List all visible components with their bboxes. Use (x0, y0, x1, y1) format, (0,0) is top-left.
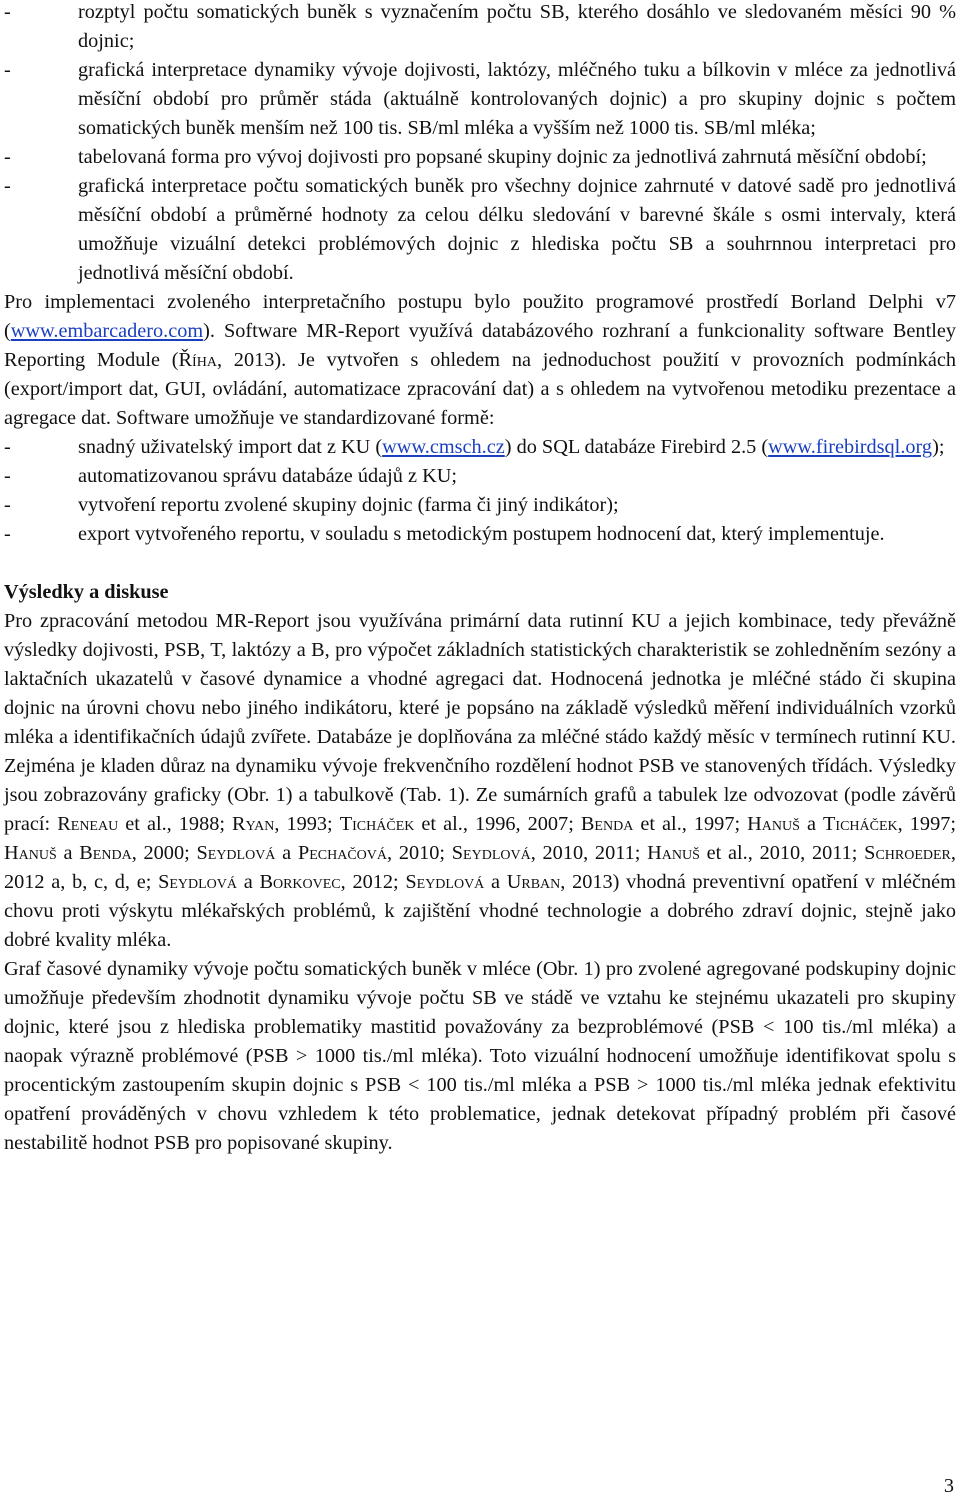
author-name: Ryan (232, 813, 275, 835)
author-name: Urban (506, 871, 561, 893)
text-segment: a (484, 871, 507, 893)
text-segment: et al., 1997; (633, 813, 748, 835)
report-features-list (4, 0, 956, 288)
list-dash: - (4, 175, 11, 197)
list-dash: - (4, 1, 11, 23)
list-item (4, 56, 956, 143)
list-item-text: grafická interpretace počtu somatických buněk pro všechny dojnice zahrnuté v datové sadě pro jednotlivá měsíční období a průměrné hodnoty za celou délku sledování v barevné škále s osmi intervaly, která umožňuje vizuální detekci problémových dojnic z hlediska počtu SB a souhrnnou interpretaci pro jednotlivá měsíční období. (78, 175, 956, 284)
author-name: Hanuš (647, 842, 700, 864)
list-item (4, 491, 956, 520)
author-name: Hanuš (747, 813, 800, 835)
graph-description-paragraph: Graf časové dynamiky vývoje počtu somatických buněk v mléce (Obr. 1) pro zvolené agregované podskupiny dojnic umožňuje především zhodnotit dynamiku vývoje počtu SB ve stádě ve vztahu ke stejnému ukazateli pro skupiny dojnic, které jsou z hlediska problematiky mastitid považovány za bezproblémové (PSB < 100 tis./ml mléka) a naopak výrazně problémové (PSB > 1000 tis./ml mléka). Toto vizuální hodnocení umožňuje identifikovat spolu s procentickým zastoupením skupin dojnic s PSB < 100 tis./ml mléka a PSB > 1000 tis./ml mléka jednak efektivitu opatření prováděných v chovu vzhledem k této problematice, jednak detekovat případný problém při časové nestabilitě hodnot PSB pro popisované skupiny. (4, 958, 956, 1154)
list-dash: - (4, 523, 11, 545)
text-segment: , 2010, 2011; (530, 842, 648, 864)
author-name: Hanuš (4, 842, 57, 864)
list-dash: - (4, 59, 11, 81)
text-segment: , 1993; (274, 813, 340, 835)
list-dash: - (4, 146, 11, 168)
text-segment: , 2010; (387, 842, 452, 864)
software-capabilities-list (4, 433, 956, 549)
author-name: Borkovec (259, 871, 341, 893)
page-number: 3 (943, 1475, 954, 1497)
text-segment: snadný uživatelský import dat z KU ( (78, 436, 383, 458)
results-paragraph (4, 607, 956, 955)
cmsch-link[interactable]: www.cmsch.cz (382, 436, 505, 458)
author-name: Říha (178, 349, 217, 371)
text-segment: Pro zpracování metodou MR-Report jsou využívána primární data rutinní KU a jejich kombinace, tedy převážně výsledky dojivosti, PSB, T, laktózy a B, pro výpočet základních statistických charakteristik se zohledněním sezóny a laktačních ukazatelů v časové dynamice a vhodné agregaci dat. Hodnocená jednotka je mléčné stádo či skupina dojnic na úrovni chovu nebo jiného indikátoru, které je popsáno na základě výsledků měření individuálních vzorků mléka a identifikačních údajů zvířete. Databáze je doplňována za mléčné stádo každý měsíc v termínech rutinní KU. Zejména je kladen důraz na dynamiku vývoje frekvenčního rozdělení hodnot PSB ve stanovených třídách. Výsledky jsou zobrazovány graficky (Obr. 1) a tabulkově (Tab. 1). Ze sumárních grafů a tabulek lze odvozovat (podle závěrů prací: (4, 610, 956, 835)
list-item-text: automatizovanou správu databáze údajů z KU; (78, 465, 458, 487)
author-name: Benda (79, 842, 132, 864)
author-name: Ticháček (823, 813, 898, 835)
list-dash: - (4, 465, 11, 487)
text-segment: , 2013). Je vytvořen s ohledem na jednoduchost použití v provozních podmínkách (export/import dat, GUI, ovládání, automatizace zpracování dat) a s ohledem na vytvořenou metodiku prezentace a agregace dat. Software umožňuje ve standardizované formě: (4, 349, 956, 429)
text-segment: a (237, 871, 260, 893)
text-segment: et al., 1996, 2007; (414, 813, 581, 835)
list-dash: - (4, 436, 11, 458)
author-name: Seydlová (405, 871, 485, 893)
text-segment: , 1997; (897, 813, 956, 835)
author-name: Seydlová (158, 871, 238, 893)
author-name: Benda (580, 813, 634, 835)
text-segment: a (799, 813, 824, 835)
text-segment: a (56, 842, 80, 864)
author-name: Reneau (57, 813, 119, 835)
text-segment: ); (932, 436, 945, 458)
list-item-text: vytvoření reportu zvolené skupiny dojnic (farma či jiný indikátor); (78, 494, 619, 516)
list-item-text: grafická interpretace dynamiky vývoje dojivosti, laktózy, mléčného tuku a bílkovin v mléce za jednotlivá měsíční období pro průměr stáda (aktuálně kontrolovaných dojnic) a pro skupiny dojnic s počtem somatických buněk menším než 100 tis. SB/ml mléka a vyšším než 1000 tis. SB/ml mléka; (78, 59, 956, 139)
list-item-text: rozptyl počtu somatických buněk s vyznačením počtu SB, kterého dosáhlo ve sledovaném měsíci 90 % dojnic; (78, 1, 956, 52)
list-item (4, 433, 956, 462)
list-item-text: export vytvořeného reportu, v souladu s metodickým postupem hodnocení dat, který implementuje. (78, 523, 885, 545)
firebirdsql-link[interactable]: www.firebirdsql.org (768, 436, 933, 458)
author-name: Seydlová (451, 842, 531, 864)
author-name: Schroeder (864, 842, 951, 864)
author-name: Seydlová (196, 842, 276, 864)
list-item (4, 462, 956, 491)
text-segment: , 2000; (131, 842, 197, 864)
list-item (4, 143, 956, 172)
text-segment: et al., 2010, 2011; (699, 842, 865, 864)
list-item (4, 0, 956, 56)
text-segment: , 2013) vhodná preventivní opatření v mléčném chovu proti výskytu mlékařských problémů, k zajištění vhodné technologie a dobrého zdraví dojnic, stejně jako dobré kvality mléka. (4, 871, 956, 951)
section-heading: Výsledky a diskuse (4, 581, 169, 603)
text-segment: Pro implementaci zvoleného interpretačního postupu bylo použito programové prostředí Borland Delphi v7 ( (4, 291, 956, 342)
list-item (4, 520, 956, 549)
text-segment: ) do SQL databáze Firebird 2.5 ( (504, 436, 769, 458)
list-item (4, 172, 956, 288)
author-name: Pechačová (297, 842, 387, 864)
list-item-text: tabelovaná forma pro vývoj dojivosti pro popsané skupiny dojnic za jednotlivá zahrnutá měsíční období; (78, 146, 927, 168)
text-segment: ). Software MR-Report využívá databázového rozhraní a funkcionality software Bentley Reporting Module ( (4, 320, 956, 371)
text-segment: a (275, 842, 298, 864)
document-body (4, 0, 956, 1158)
embarcadero-link[interactable]: www.embarcadero.com (10, 320, 204, 342)
list-dash: - (4, 494, 11, 516)
text-segment: et al., 1988; (118, 813, 233, 835)
text-segment: , 2012 a, b, c, d, e; (4, 842, 956, 893)
text-segment: , 2012; (340, 871, 406, 893)
author-name: Ticháček (339, 813, 415, 835)
implementation-paragraph (4, 288, 956, 433)
